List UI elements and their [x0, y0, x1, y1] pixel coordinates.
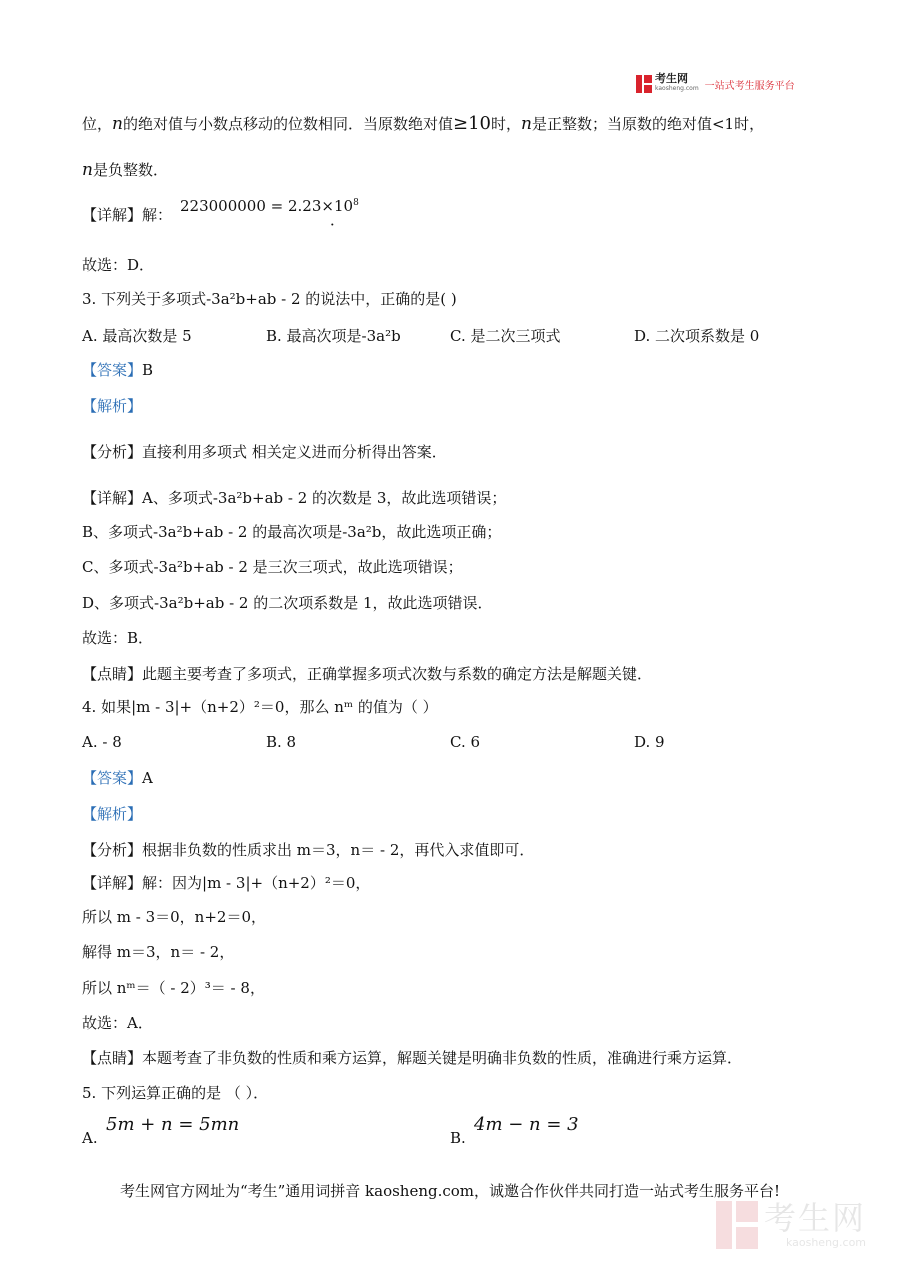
math-expression: $223000000 = 2.23\times 10^8$: [180, 197, 359, 215]
q4-detail-3: 解得 m＝3，n＝ - 2，: [82, 943, 235, 961]
q4-analysis-tag: 【解析】: [82, 805, 143, 823]
math-period: ．: [330, 211, 346, 229]
watermark-name: 考生网: [764, 1199, 867, 1237]
q3-detail-2: B、多项式-3a²b+ab - 2 的最高次项是-3a²b，故此选项正确；: [82, 523, 502, 541]
kaosheng-logo-icon: [636, 75, 652, 93]
detail-tag: 【详解】: [82, 206, 143, 224]
q4-comment: 【点睛】本题考查了非负数的性质和乘方运算，解题关键是明确非负数的性质，准确进行乘方运算．: [82, 1049, 743, 1067]
q3-detail-4: D、多项式-3a²b+ab - 2 的二次项系数是 1，故此选项错误．: [82, 594, 493, 612]
q5-option-a-label: A.: [82, 1129, 98, 1147]
q3-detail-3: C、多项式-3a²b+ab - 2 是三次三项式，故此选项错误；: [82, 558, 463, 576]
q4-analysis: 【分析】根据非负数的性质求出 m＝3，n＝ - 2，再代入求值即可．: [82, 841, 535, 859]
header-logo: [636, 73, 795, 95]
q3-option-b: B. 最高次项是-3a²b: [266, 327, 401, 345]
q4-option-a: A. - 8: [82, 733, 122, 751]
choice-line: 故选：D．: [82, 256, 155, 274]
q3-analysis-tag: 【解析】: [82, 397, 143, 415]
page-footer: 考生网官方网址为“考生”通用词拼音 kaosheng.com，诚邀合作伙伴共同打造一站式考生服务平台!: [119, 1182, 781, 1200]
q4-detail-2: 所以 m - 3＝0，n+2＝0，: [82, 908, 266, 926]
text-line: n是负整数．: [82, 160, 168, 180]
q4-option-b: B. 8: [266, 733, 297, 751]
watermark: [716, 1200, 866, 1249]
detail-line: 【详解】解：: [82, 206, 173, 224]
q5-option-b-label: B.: [450, 1129, 466, 1147]
watermark-domain: kaosheng.com: [785, 1236, 867, 1249]
q4-option-c: C. 6: [450, 733, 481, 751]
q4-answer: 【答案】A: [82, 769, 153, 787]
logo-domain: kaosheng.com: [655, 85, 699, 92]
question-3: 3. 下列关于多项式-3a²b+ab - 2 的说法中，正确的是( ): [82, 290, 457, 308]
question-4: 4. 如果|m - 3|+（n+2）²＝0，那么 nᵐ 的值为（ ）: [82, 698, 438, 716]
q3-answer: 【答案】B: [82, 361, 154, 379]
q3-analysis: 【分析】直接利用多项式 相关定义进而分析得出答案．: [82, 443, 447, 461]
q4-detail-4: 所以 nᵐ＝（ - 2）³＝ - 8，: [82, 979, 265, 997]
q4-detail-1: 【详解】解：因为|m - 3|+（n+2）²＝0，: [82, 874, 371, 892]
q4-choice: 故选：A．: [82, 1014, 153, 1032]
logo-name: 考生网: [655, 72, 688, 85]
text-line: 位，n的绝对值与小数点移动的位数相同．当原数绝对值≥10时，n是正整数；当原数的绝对值<1时，: [82, 113, 765, 134]
q5-option-b: 4m − n = 3: [474, 1114, 579, 1135]
answer-tag: 【答案】: [82, 361, 143, 379]
q4-option-d: D. 9: [634, 733, 665, 751]
q5-option-a: 5m + n = 5mn: [106, 1114, 240, 1135]
q3-option-c: C. 是二次三项式: [450, 327, 561, 345]
q3-option-a: A. 最高次数是 5: [82, 327, 192, 345]
q3-comment: 【点睛】此题主要考查了多项式，正确掌握多项式次数与系数的确定方法是解题关键．: [82, 665, 653, 683]
logo-slogan: 一站式考生服务平台: [704, 80, 795, 92]
question-5: 5. 下列运算正确的是 （ ）．: [82, 1084, 269, 1102]
q3-detail-1: 【详解】A、多项式-3a²b+ab - 2 的次数是 3，故此选项错误；: [82, 489, 507, 507]
watermark-logo-icon: [716, 1201, 758, 1249]
q3-choice: 故选：B．: [82, 629, 154, 647]
q3-option-d: D. 二次项系数是 0: [634, 327, 760, 345]
